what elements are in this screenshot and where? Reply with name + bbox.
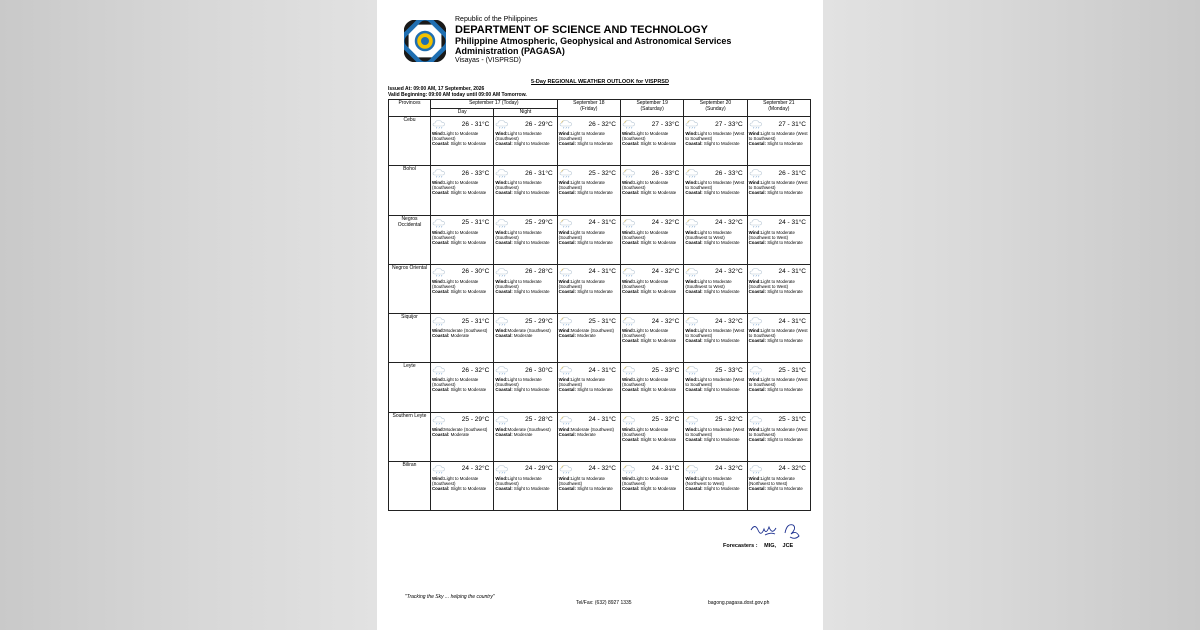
coastal-info: Coastal: Slight to Moderate	[621, 239, 677, 245]
coastal-info: Coastal: Slight to Moderate	[432, 288, 487, 294]
forecaster-name-1: MIG,	[764, 543, 776, 549]
today-day-header: Day	[431, 109, 494, 117]
forecast-cell	[684, 412, 747, 461]
rain-cloud-icon	[432, 267, 447, 277]
letterhead	[455, 16, 815, 65]
sun-rain-icon	[559, 119, 574, 129]
table-row	[389, 363, 811, 412]
temperature-range: 25 - 32°C	[715, 416, 743, 423]
wind-info: Wind:Light to Moderate (Southwest)	[495, 229, 542, 240]
wind-info: Wind:Light to Moderate (West to Southwest)	[685, 377, 745, 388]
temperature-range: 26 - 31°C	[461, 120, 490, 128]
wind-info: Wind:Light to Moderate (Southwest to West)	[748, 278, 795, 289]
coastal-info: Coastal: Slight to Moderate	[432, 387, 487, 393]
sun-rain-icon	[622, 415, 637, 425]
coastal-info: Coastal: Slight to Moderate	[558, 387, 613, 393]
wind-info: Wind:Light to Moderate (Southwest)	[621, 426, 669, 437]
wind-info: Wind:Light to Moderate (Southwest)	[432, 180, 479, 191]
temperature-range: 24 - 31°C	[651, 465, 680, 473]
rain-cloud-icon	[432, 464, 447, 474]
footer-website[interactable]: bagong.pagasa.dost.gov.ph	[708, 600, 770, 606]
forecast-cell	[557, 264, 620, 313]
rain-cloud-icon	[495, 365, 510, 375]
today-night-header: Night	[494, 109, 557, 117]
coastal-info: Coastal: Slight to Moderate	[748, 387, 803, 393]
table-row	[389, 314, 811, 363]
wind-info: Wind:Light to Moderate (Southwest)	[495, 180, 542, 191]
rain-cloud-icon	[749, 365, 764, 375]
rain-cloud-icon	[749, 267, 764, 277]
forecast-cell	[747, 215, 810, 264]
coastal-info: Coastal: Slight to Moderate	[432, 485, 487, 491]
table-row	[389, 461, 811, 510]
wind-info: Wind:Light to Moderate (Southwest)	[621, 131, 669, 142]
forecast-cell	[557, 314, 620, 363]
province-name: Southern Leyte	[389, 412, 431, 461]
sun-rain-icon	[622, 267, 637, 277]
temperature-range: 24 - 32°C	[715, 219, 743, 226]
wind-info: Wind:Moderate (Southwest)	[432, 328, 488, 333]
coastal-info: Coastal: Slight to Moderate	[495, 387, 550, 393]
temperature-range: 25 - 31°C	[461, 317, 490, 325]
coastal-info: Coastal: Slight to Moderate	[495, 141, 550, 147]
forecast-cell	[747, 461, 810, 510]
forecast-cell	[620, 314, 683, 363]
temperature-range: 26 - 32°C	[588, 120, 616, 128]
coastal-info: Coastal: Slight to Moderate	[621, 387, 677, 393]
temperature-range: 24 - 31°C	[778, 317, 806, 325]
coastal-info: Coastal: Slight to Moderate	[621, 485, 677, 491]
wind-info: Wind:Light to Moderate (Southwest)	[495, 475, 542, 486]
sun-rain-icon	[622, 119, 637, 129]
temperature-range: 26 - 31°C	[525, 169, 553, 177]
wind-info: Wind:Moderate (Southwest)	[558, 426, 615, 432]
wind-info: Wind:Moderate (Southwest)	[495, 328, 551, 333]
rain-cloud-icon	[432, 365, 447, 375]
coastal-info: Coastal: Slight to Moderate	[621, 141, 677, 147]
coastal-info: Coastal: Slight to Moderate	[432, 141, 487, 147]
sun-rain-icon	[685, 316, 700, 326]
wind-info: Wind:Light to Moderate (Southwest)	[495, 278, 542, 289]
temperature-range: 25 - 32°C	[651, 416, 680, 423]
coastal-info: Coastal: Slight to Moderate	[685, 338, 740, 344]
temperature-range: 24 - 32°C	[715, 268, 743, 276]
coastal-info: Coastal: Slight to Moderate	[748, 239, 803, 245]
coastal-info: Coastal: Slight to Moderate	[621, 190, 677, 196]
coastal-info: Coastal: Slight to Moderate	[495, 190, 550, 196]
wind-info: Wind:Moderate (Southwest)	[432, 426, 488, 432]
forecast-cell	[747, 264, 810, 313]
coastal-info: Coastal: Slight to Moderate	[495, 485, 550, 491]
forecast-cell	[557, 215, 620, 264]
province-name: Leyte	[389, 363, 431, 412]
coastal-info: Coastal: Slight to Moderate	[685, 436, 740, 442]
temperature-range: 25 - 33°C	[715, 366, 743, 374]
coastal-info: Coastal: Slight to Moderate	[495, 288, 550, 294]
forecast-cell	[557, 117, 620, 166]
wind-info: Wind:Light to Moderate (West to Southwest)	[685, 131, 745, 142]
wind-info: Wind:Light to Moderate (West to Southwest)	[685, 328, 745, 339]
wind-info: Wind:Light to Moderate (Southwest)	[558, 229, 605, 240]
wind-info: Wind:Light to Moderate (West to Southwest)	[748, 426, 808, 437]
issued-at: Issued At: 09:00 AM, 17 September, 2026	[388, 86, 485, 92]
rain-cloud-icon	[432, 218, 447, 228]
forecast-cell	[431, 117, 494, 166]
forecast-cell	[747, 363, 810, 412]
province-name: Siquijor	[389, 314, 431, 363]
coastal-info: Coastal: Moderate	[432, 333, 470, 339]
forecast-cell	[747, 314, 810, 363]
coastal-info: Coastal: Slight to Moderate	[748, 141, 803, 147]
sun-rain-icon	[559, 415, 574, 425]
forecasters	[723, 543, 793, 549]
sun-rain-icon	[559, 464, 574, 474]
forecast-cell	[684, 363, 747, 412]
rain-cloud-icon	[495, 316, 510, 326]
forecast-cell	[431, 166, 494, 215]
table-row	[389, 264, 811, 313]
wind-info: Wind:Light to Moderate (West to Southwest)	[685, 426, 745, 437]
wind-info: Wind:Light to Moderate (Southwest)	[558, 475, 605, 486]
forecast-cell	[557, 412, 620, 461]
wind-info: Wind:Light to Moderate (Southwest)	[558, 278, 605, 289]
forecast-cell	[747, 117, 810, 166]
forecaster-name-2: JCE	[782, 543, 794, 549]
forecast-cell	[431, 363, 494, 412]
coastal-info: Coastal: Slight to Moderate	[558, 288, 613, 294]
forecast-cell	[494, 314, 557, 363]
coastal-info: Coastal: Moderate	[558, 333, 596, 339]
agency-name: DEPARTMENT OF SCIENCE AND TECHNOLOGY	[455, 24, 709, 36]
province-name: Negros Occidental	[389, 215, 431, 264]
temperature-range: 26 - 30°C	[525, 366, 553, 374]
rain-cloud-icon	[432, 168, 447, 178]
coastal-info: Coastal: Slight to Moderate	[621, 338, 677, 344]
coastal-info: Coastal: Slight to Moderate	[558, 190, 613, 196]
today-header: September 17 (Today)	[431, 100, 558, 109]
coastal-info: Coastal: Slight to Moderate	[685, 288, 740, 294]
forecast-cell	[557, 461, 620, 510]
forecast-cell	[684, 314, 747, 363]
background-left	[0, 0, 377, 630]
province-name: Negros Oriental	[389, 264, 431, 313]
forecast-table	[388, 99, 811, 511]
temperature-range: 24 - 31°C	[778, 268, 806, 276]
rain-cloud-icon	[749, 415, 764, 425]
rain-cloud-icon	[749, 316, 764, 326]
coastal-info: Coastal: Slight to Moderate	[621, 288, 677, 294]
day-header-2: September 19 (Saturday)	[620, 100, 683, 117]
coastal-info: Coastal: Moderate	[432, 431, 470, 437]
coastal-info: Coastal: Slight to Moderate	[685, 239, 740, 245]
temperature-range: 26 - 33°C	[461, 169, 490, 177]
temperature-range: 24 - 32°C	[651, 317, 680, 325]
forecast-cell	[684, 264, 747, 313]
wind-info: Wind:Moderate (Southwest)	[558, 328, 615, 333]
sun-rain-icon	[685, 218, 700, 228]
temperature-range: 26 - 33°C	[715, 169, 743, 177]
coastal-info: Coastal: Moderate	[558, 431, 596, 437]
forecast-cell	[431, 264, 494, 313]
pagasa-name-line1: Philippine Atmospheric, Geophysical and Astronomical Services	[455, 36, 732, 46]
day-header-3: September 20 (Sunday)	[684, 100, 747, 117]
temperature-range: 26 - 30°C	[461, 268, 490, 276]
sun-rain-icon	[685, 464, 700, 474]
wind-info: Wind:Light to Moderate (Southwest to West)	[685, 229, 732, 240]
forecast-cell	[494, 412, 557, 461]
wind-info: Wind:Moderate (Southwest)	[495, 426, 551, 432]
rain-cloud-icon	[749, 119, 764, 129]
rain-cloud-icon	[432, 119, 447, 129]
wind-info: Wind:Light to Moderate (Southwest)	[432, 377, 479, 388]
footer-telfax: Tel/Fax: (632) 8927 1335	[576, 600, 632, 606]
wind-info: Wind:Light to Moderate (Southwest)	[621, 475, 669, 486]
forecast-cell	[431, 215, 494, 264]
forecast-cell	[431, 461, 494, 510]
wind-info: Wind:Light to Moderate (West to Southwest)	[748, 377, 808, 388]
sun-rain-icon	[559, 267, 574, 277]
temperature-range: 26 - 28°C	[525, 268, 553, 276]
coastal-info: Coastal: Slight to Moderate	[432, 239, 487, 245]
wind-info: Wind:Light to Moderate (Southwest)	[432, 229, 479, 240]
rain-cloud-icon	[495, 464, 510, 474]
rain-cloud-icon	[749, 464, 764, 474]
forecast-cell	[684, 166, 747, 215]
republic-label: Republic of the Philippines	[455, 16, 538, 23]
sun-rain-icon	[685, 267, 700, 277]
forecasters-label: Forecasters :	[723, 543, 758, 549]
table-row	[389, 215, 811, 264]
province-name: Bohol	[389, 166, 431, 215]
forecast-cell	[494, 117, 557, 166]
forecast-cell	[494, 264, 557, 313]
wind-info: Wind:Light to Moderate (West to Southwest)	[748, 328, 808, 339]
forecast-cell	[431, 412, 494, 461]
coastal-info: Coastal: Slight to Moderate	[558, 485, 613, 491]
rain-cloud-icon	[432, 316, 447, 326]
coastal-info: Coastal: Slight to Moderate	[685, 387, 740, 393]
temperature-range: 24 - 32°C	[588, 465, 616, 473]
rain-cloud-icon	[749, 168, 764, 178]
sun-rain-icon	[559, 316, 574, 326]
forecast-cell	[620, 166, 683, 215]
forecast-cell	[620, 461, 683, 510]
temperature-range: 24 - 29°C	[525, 465, 553, 473]
coastal-info: Coastal: Slight to Moderate	[748, 338, 803, 344]
coastal-info: Coastal: Slight to Moderate	[748, 190, 803, 196]
forecast-cell	[684, 461, 747, 510]
temperature-range: 25 - 29°C	[525, 317, 553, 325]
provinces-header: Provinces	[389, 100, 431, 117]
forecast-cell	[747, 166, 810, 215]
pagasa-name-line2: Administration (PAGASA)	[455, 46, 565, 56]
sun-rain-icon	[622, 365, 637, 375]
background-right	[823, 0, 1200, 630]
wind-info: Wind:Light to Moderate (West to Southwest)	[685, 180, 745, 191]
wind-info: Wind:Light to Moderate (Southwest)	[558, 377, 605, 388]
coastal-info: Coastal: Slight to Moderate	[685, 190, 740, 196]
wind-info: Wind:Light to Moderate (Southwest)	[621, 229, 669, 240]
sun-rain-icon	[622, 464, 637, 474]
forecast-cell	[494, 363, 557, 412]
table-row	[389, 166, 811, 215]
temperature-range: 24 - 32°C	[778, 465, 806, 473]
coastal-info: Coastal: Slight to Moderate	[495, 239, 550, 245]
coastal-info: Coastal: Slight to Moderate	[432, 190, 487, 196]
wind-info: Wind:Light to Moderate (Southwest to West)	[748, 229, 795, 240]
temperature-range: 27 - 31°C	[778, 120, 806, 128]
wind-info: Wind:Light to Moderate (Northwest to West)	[685, 475, 732, 486]
rain-cloud-icon	[495, 267, 510, 277]
wind-info: Wind:Light to Moderate (Southwest)	[495, 377, 542, 388]
rain-cloud-icon	[432, 415, 447, 425]
wind-info: Wind:Light to Moderate (Southwest)	[621, 328, 669, 339]
coastal-info: Coastal: Moderate	[495, 431, 533, 437]
temperature-range: 24 - 32°C	[651, 268, 680, 276]
sun-rain-icon	[685, 119, 700, 129]
temperature-range: 24 - 32°C	[715, 317, 743, 325]
forecast-cell	[494, 215, 557, 264]
sun-rain-icon	[685, 415, 700, 425]
forecast-cell	[620, 412, 683, 461]
coastal-info: Coastal: Slight to Moderate	[685, 485, 740, 491]
temperature-range: 24 - 31°C	[778, 219, 806, 226]
sun-rain-icon	[559, 218, 574, 228]
forecast-cell	[620, 264, 683, 313]
forecast-cell	[494, 461, 557, 510]
rain-cloud-icon	[495, 168, 510, 178]
forecast-cell	[747, 412, 810, 461]
temperature-range: 24 - 31°C	[588, 416, 616, 423]
temperature-range: 25 - 31°C	[461, 219, 490, 226]
forecast-cell	[684, 215, 747, 264]
sun-rain-icon	[559, 365, 574, 375]
sun-rain-icon	[622, 168, 637, 178]
province-name: Biliran	[389, 461, 431, 510]
temperature-range: 25 - 31°C	[778, 366, 806, 374]
rain-cloud-icon	[749, 218, 764, 228]
region-label: Visayas - (VISPRSD)	[455, 57, 521, 64]
wind-info: Wind:Light to Moderate (Northwest to West)	[748, 475, 795, 486]
sun-rain-icon	[685, 168, 700, 178]
report-title: 5-Day REGIONAL WEATHER OUTLOOK for VISPRSD	[531, 79, 669, 85]
day-header-1: September 18 (Friday)	[557, 100, 620, 117]
temperature-range: 25 - 32°C	[588, 169, 616, 177]
wind-info: Wind:Light to Moderate (Southwest)	[558, 131, 605, 142]
forecast-cell	[494, 166, 557, 215]
wind-info: Wind:Light to Moderate (West to Southwest)	[748, 180, 808, 191]
temperature-range: 26 - 31°C	[778, 169, 806, 177]
table-row	[389, 117, 811, 166]
province-name: Cebu	[389, 117, 431, 166]
temperature-range: 25 - 29°C	[461, 416, 490, 423]
temperature-range: 25 - 29°C	[525, 219, 553, 226]
coastal-info: Coastal: Slight to Moderate	[621, 436, 677, 442]
temperature-range: 24 - 32°C	[461, 465, 490, 473]
forecast-cell	[620, 363, 683, 412]
temperature-range: 24 - 32°C	[651, 219, 680, 226]
rain-cloud-icon	[495, 415, 510, 425]
coastal-info: Coastal: Slight to Moderate	[685, 141, 740, 147]
temperature-range: 24 - 32°C	[715, 465, 743, 473]
temperature-range: 24 - 31°C	[588, 366, 616, 374]
coastal-info: Coastal: Slight to Moderate	[558, 141, 613, 147]
wind-info: Wind:Light to Moderate (Southwest)	[495, 131, 542, 142]
sun-rain-icon	[622, 218, 637, 228]
issue-info	[388, 86, 527, 98]
wind-info: Wind:Light to Moderate (Southwest)	[432, 278, 479, 289]
temperature-range: 24 - 31°C	[588, 219, 616, 226]
coastal-info: Coastal: Slight to Moderate	[558, 239, 613, 245]
wind-info: Wind:Light to Moderate (West to Southwest)	[748, 131, 808, 142]
coastal-info: Coastal: Slight to Moderate	[748, 436, 803, 442]
temperature-range: 27 - 33°C	[651, 120, 680, 128]
forecast-cell	[557, 363, 620, 412]
wind-info: Wind:Light to Moderate (Southwest)	[621, 278, 669, 289]
signature-icon	[747, 521, 807, 541]
wind-info: Wind:Light to Moderate (Southwest)	[432, 131, 479, 142]
wind-info: Wind:Light to Moderate (Southwest)	[621, 377, 669, 388]
temperature-range: 26 - 29°C	[525, 120, 553, 128]
wind-info: Wind:Light to Moderate (Southwest to West)	[685, 278, 732, 289]
temperature-range: 27 - 33°C	[715, 120, 743, 128]
rain-cloud-icon	[495, 119, 510, 129]
forecast-cell	[684, 117, 747, 166]
sun-rain-icon	[685, 365, 700, 375]
footer-motto: "Tracking the Sky ... helping the country"	[405, 594, 495, 600]
coastal-info: Coastal: Slight to Moderate	[748, 485, 803, 491]
forecast-cell	[620, 117, 683, 166]
temperature-range: 24 - 31°C	[588, 268, 616, 276]
forecast-cell	[431, 314, 494, 363]
coastal-info: Coastal: Slight to Moderate	[748, 288, 803, 294]
forecast-cell	[557, 166, 620, 215]
table-row	[389, 412, 811, 461]
day-header-4: September 21 (Monday)	[747, 100, 810, 117]
forecast-cell	[620, 215, 683, 264]
temperature-range: 25 - 28°C	[525, 416, 553, 423]
temperature-range: 25 - 33°C	[651, 366, 680, 374]
temperature-range: 26 - 33°C	[651, 169, 680, 177]
temperature-range: 26 - 32°C	[461, 366, 490, 374]
sun-rain-icon	[559, 168, 574, 178]
wind-info: Wind:Light to Moderate (Southwest)	[558, 180, 605, 191]
wind-info: Wind:Light to Moderate (Southwest)	[432, 475, 479, 486]
rain-cloud-icon	[495, 218, 510, 228]
document-page	[377, 0, 823, 630]
temperature-range: 25 - 31°C	[588, 317, 616, 325]
sun-rain-icon	[622, 316, 637, 326]
valid-period: Valid Beginning: 09:00 AM today until 09:00 AM Tomorrow.	[388, 92, 527, 98]
temperature-range: 25 - 31°C	[778, 416, 806, 423]
wind-info: Wind:Light to Moderate (Southwest)	[621, 180, 669, 191]
coastal-info: Coastal: Moderate	[495, 333, 533, 339]
dost-logo-icon	[404, 20, 446, 62]
